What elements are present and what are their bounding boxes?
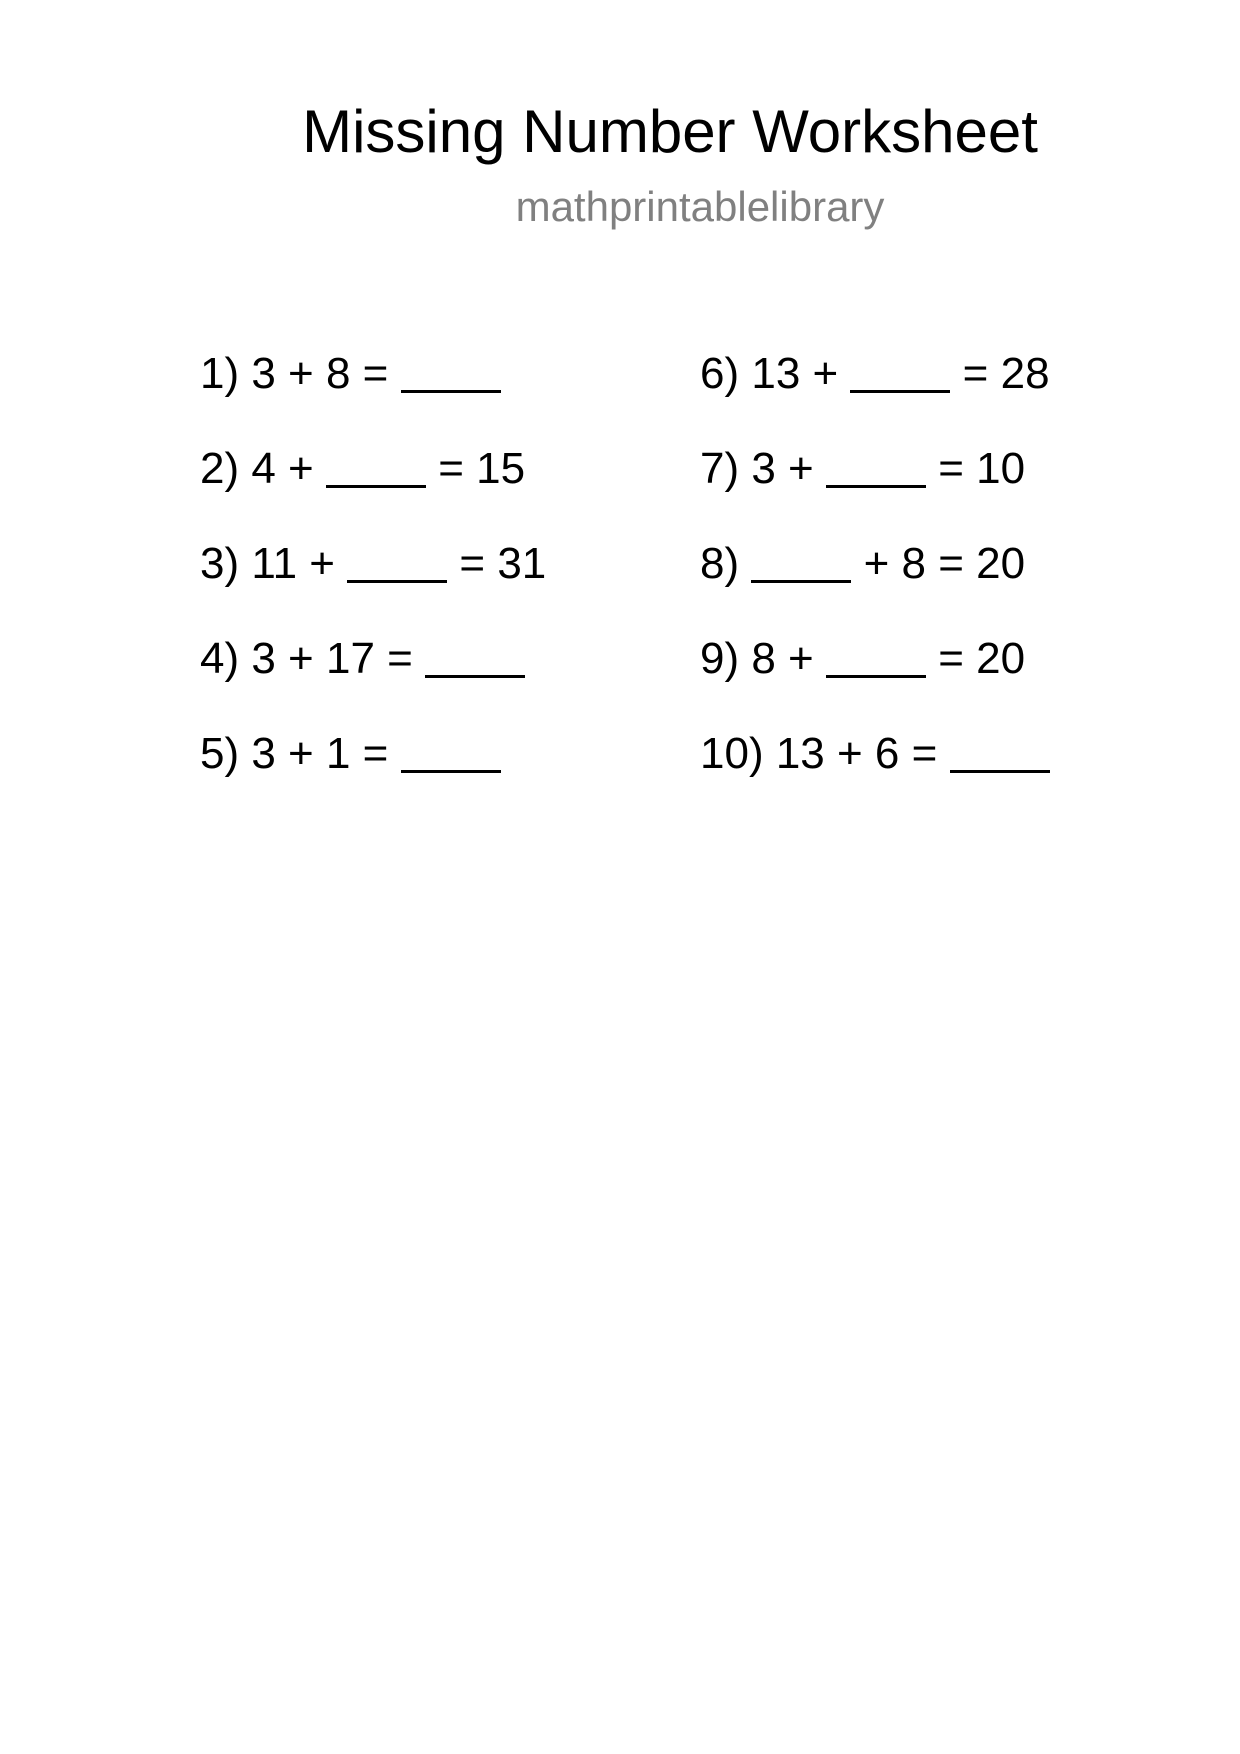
answer-blank[interactable] xyxy=(751,580,851,583)
problem-number: 10) xyxy=(700,729,764,778)
problem-9 xyxy=(700,633,1025,685)
problem-after: = 10 xyxy=(925,444,1026,493)
problem-1 xyxy=(200,348,501,400)
problem-before: 8 + xyxy=(751,634,826,683)
problem-after: = 20 xyxy=(925,634,1026,683)
problem-after: = 31 xyxy=(447,539,547,588)
problem-before: 13 + xyxy=(751,349,851,398)
answer-blank[interactable] xyxy=(425,675,525,678)
problem-before: 3 + 1 = xyxy=(251,729,401,778)
problem-number: 2) xyxy=(200,444,240,493)
worksheet-subtitle: mathprintablelibrary xyxy=(515,183,885,230)
problem-before: 3 + 8 = xyxy=(251,349,401,398)
problem-6 xyxy=(700,348,1050,400)
answer-blank[interactable] xyxy=(326,485,426,488)
problem-number: 9) xyxy=(700,634,740,683)
answer-blank[interactable] xyxy=(401,770,501,773)
problem-2 xyxy=(200,443,525,495)
problem-number: 5) xyxy=(200,729,240,778)
problem-4 xyxy=(200,633,525,685)
problem-number: 3) xyxy=(200,539,240,588)
problem-before: 3 + xyxy=(751,444,826,493)
problem-before: 13 + 6 = xyxy=(775,729,950,778)
problem-after: + 8 = 20 xyxy=(851,539,1026,588)
problem-5 xyxy=(200,728,501,780)
problem-number: 6) xyxy=(700,349,740,398)
answer-blank[interactable] xyxy=(950,770,1050,773)
worksheet-title: Missing Number Worksheet xyxy=(302,98,1038,165)
problem-after: = 28 xyxy=(950,349,1050,398)
answer-blank[interactable] xyxy=(826,485,926,488)
problem-before: 11 + xyxy=(251,539,348,588)
problem-after: = 15 xyxy=(425,444,526,493)
answer-blank[interactable] xyxy=(850,390,950,393)
problem-3 xyxy=(200,538,546,590)
problem-7 xyxy=(700,443,1025,495)
answer-blank[interactable] xyxy=(826,675,926,678)
problem-number: 7) xyxy=(700,444,740,493)
answer-blank[interactable] xyxy=(347,580,447,583)
answer-blank[interactable] xyxy=(401,390,501,393)
problem-before: 3 + 17 = xyxy=(251,634,426,683)
problem-before: 4 + xyxy=(251,444,326,493)
problem-10 xyxy=(700,728,1050,780)
problem-8 xyxy=(700,538,1025,590)
problem-number: 4) xyxy=(200,634,240,683)
problem-number: 8) xyxy=(700,539,740,588)
problem-number: 1) xyxy=(200,349,240,398)
